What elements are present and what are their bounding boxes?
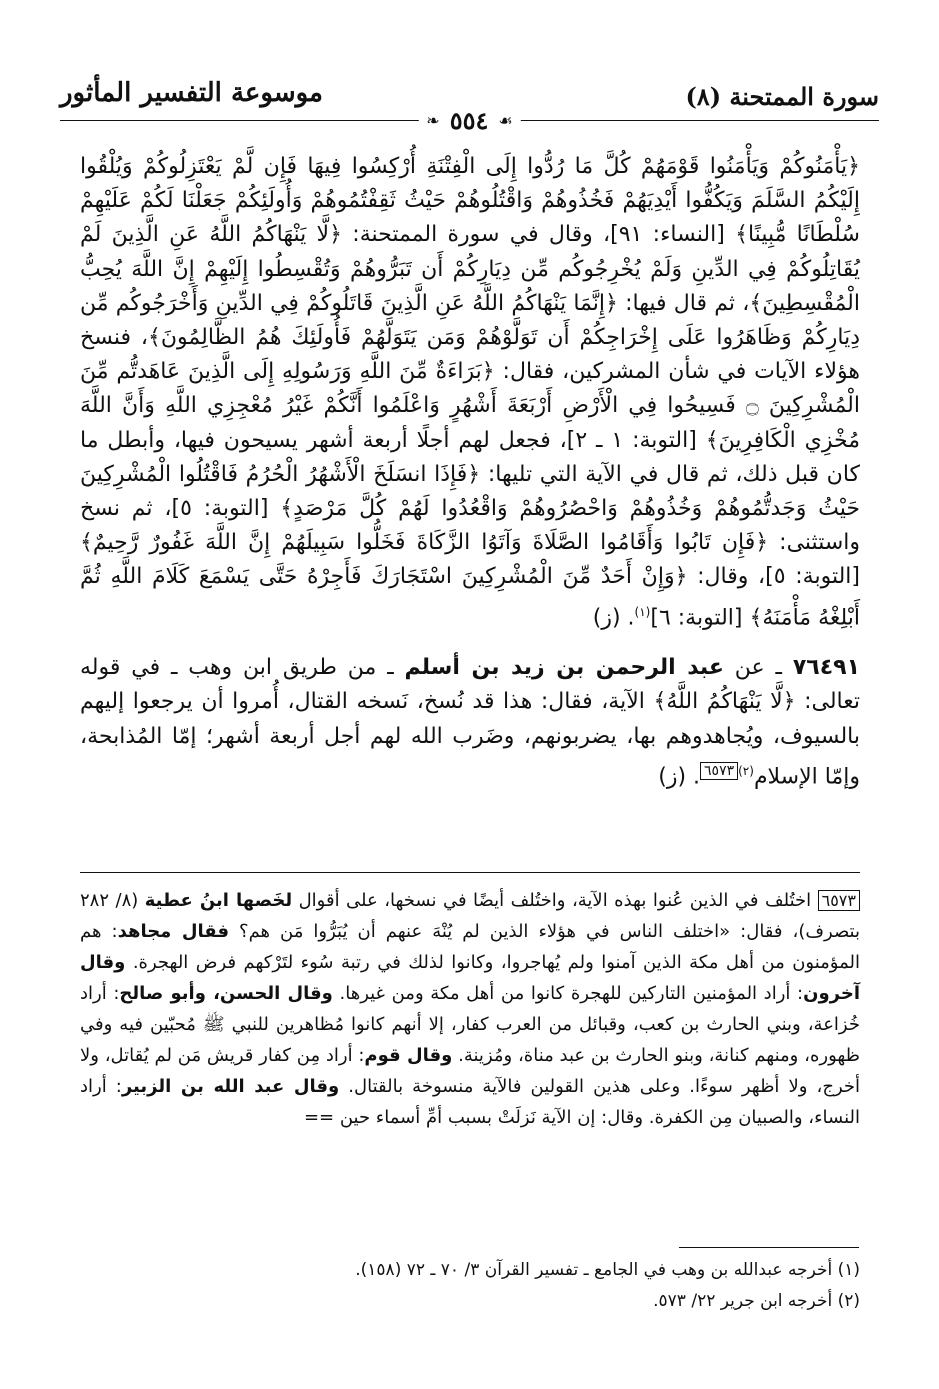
entry-text-a: ـ عن (723, 655, 793, 681)
paragraph-1-tail: . (ز) (592, 604, 635, 630)
footnote-ref-2: (٢) (738, 763, 754, 778)
entry-number: ٧٦٤٩١ (792, 655, 860, 681)
commentary-text-7: : أراد النساء، والصبيان مِن الكفرة. وقال: إن الآية نَزلَتْ بسبب أمِّ أسماء حين == (80, 1076, 860, 1128)
commentary-text-1: اختُلف في الذين عُنوا بهذه الآية، واختُلف أيضًا في نسخها، على أقوال (292, 890, 818, 911)
footnote-ref-1: (١) (634, 604, 651, 619)
paragraph-1 (80, 150, 860, 635)
ornament-left-icon: ❧ (426, 111, 440, 130)
commentary-paragraph (80, 885, 860, 1133)
footnotes (80, 1255, 860, 1317)
surah-label: سورة الممتحنة (٨) (685, 82, 879, 111)
commentary-bold-1: لخَصها ابنُ عطية (144, 890, 293, 911)
page-number: ٥٥٤ (449, 106, 489, 135)
page-header (60, 70, 879, 140)
commentary-text-4: : أراد المؤمنين التاركين للهجرة كانوا من أهل مكة ومن غيرها. (332, 983, 804, 1004)
commentary-bold-2: فقال مجاهد (117, 921, 229, 942)
page-number-block (418, 106, 520, 135)
footnote-divider (679, 1247, 859, 1248)
entry-name: عبد الرحمن بن زيد بن أسلم (404, 655, 724, 681)
footnote-1: (١) أخرجه عبدالله بن وهب في الجامع ـ تفسير القرآن ٣/ ٧٠ ـ ٧٢ (١٥٨). (355, 1260, 860, 1280)
entry-tail: . (ز) (658, 764, 701, 790)
commentary-text-6: : أراد مِن كفار قريش مَن لم يُقاتل، ولا أخرج، ولا أظهر سوءًا. وعلى هذين القولين فالآية منسوخة بالقتال. (80, 1045, 860, 1097)
paragraph-1-text: ﴿يَأْمَنُوكُمْ وَيَأْمَنُوا قَوْمَهُمْ كُلَّ مَا رُدُّوا إِلَى الْفِتْنَةِ أُرْكِسُوا فِيهَا فَإِن لَّمْ يَعْتَزِلُوكُمْ وَيُلْقُوا إِلَيْكُمُ السَّلَمَ وَيَكُفُّوا أَيْدِيَهُمْ فَخُذُوهُمْ وَاقْتُلُوهُمْ حَيْثُ ثَقِفْتُمُوهُمْ وَأُولَئِكُمْ جَعَلْنَا لَكُمْ عَلَيْهِمْ سُلْطَانًا مُّبِينًا﴾ [النساء: ٩١]، وقال في سورة الممتحنة: ﴿لَّا يَنْهَاكُمُ اللَّهُ عَنِ الَّذِينَ لَمْ يُقَاتِلُوكُمْ فِي الدِّينِ وَلَمْ يُخْرِجُوكُم مِّن دِيَارِكُمْ أَن تَبَرُّوهُمْ وَتُقْسِطُوا إِلَيْهِمْ إِنَّ اللَّهَ يُحِبُّ الْمُقْسِطِينَ﴾، ثم قال فيها: ﴿إِنَّمَا يَنْهَاكُمُ اللَّهُ عَنِ الَّذِينَ قَاتَلُوكُمْ فِي الدِّينِ وَأَخْرَجُوكُم مِّن دِيَارِكُمْ وَظَاهَرُوا عَلَى إِخْرَاجِكُمْ أَن تَوَلَّوْهُمْ وَمَن يَتَوَلَّهُمْ فَأُولَئِكَ هُمُ الظَّالِمُونَ﴾، فنسخ هؤلاء الآيات في شأن المشركين، فقال: ﴿بَرَاءَةٌ مِّنَ اللَّهِ وَرَسُولِهِ إِلَى الَّذِينَ عَاهَدتُّم مِّنَ الْمُشْرِكِينَ ۝ فَسِيحُوا فِي الْأَرْضِ أَرْبَعَةَ أَشْهُرٍ وَاعْلَمُوا أَنَّكُمْ غَيْرُ مُعْجِزِي اللَّهِ وَأَنَّ اللَّهَ مُخْزِي الْكَافِرِينَ﴾ [التوبة: ١ ـ ٢]، فجعل لهم أجلًا أربعة أشهر يسيحون فيها، وأبطل ما كان قبل ذلك، ثم قال في الآية التي تليها: ﴿فَإِذَا انسَلَخَ الْأَشْهُرُ الْحُرُمُ فَاقْتُلُوا الْمُشْرِكِينَ حَيْثُ وَجَدتُّمُوهُمْ وَخُذُوهُمْ وَاحْصُرُوهُمْ وَاقْعُدُوا لَهُمْ كُلَّ مَرْصَدٍ﴾ [التوبة: ٥]، ثم نسخ واستثنى: ﴿فَإِن تَابُوا وَأَقَامُوا الصَّلَاةَ وَآتَوُا الزَّكَاةَ فَخَلُّوا سَبِيلَهُمْ إِنَّ اللَّهَ غَفُورٌ رَّحِيمٌ﴾ [التوبة: ٥]، وقال: ﴿وَإِنْ أَحَدٌ مِّنَ الْمُشْرِكِينَ اسْتَجَارَكَ فَأَجِرْهُ حَتَّى يَسْمَعَ كَلَامَ اللَّهِ ثُمَّ أَبْلِغْهُ مَأْمَنَهُ﴾ [التوبة: ٦] (80, 154, 860, 630)
commentary-bold-5: وقال قوم (364, 1045, 453, 1066)
main-text (80, 150, 860, 794)
hadith-entry (80, 651, 860, 794)
book-title: موسوعة التفسير المأثور (60, 78, 323, 108)
commentary-bold-3: وقال آخرون (80, 952, 860, 1004)
commentary-divider (80, 872, 860, 873)
entry-text-b: ـ من طريق ابن وهب ـ في قوله تعالى: ﴿لَّا يَنْهَاكُمُ اللَّهُ﴾ الآية، فقال: هذا قد نُسخ، نَسخه القتال، أُمروا أن يرجعوا إليهم بالسيوف، ويُجاهدوهم بها، يضربونهم، وضَرب الله لهم أجل أربعة أشهر؛ إمّا المُذابحة، وإمّا الإسلام (80, 655, 860, 790)
commentary-bold-6: وقال عبد الله بن الزبير (121, 1076, 340, 1097)
footnote-2: (٢) أخرجه ابن جرير ٢٢/ ٥٧٣. (653, 1291, 860, 1311)
commentary-note (80, 885, 860, 1133)
commentary-note-number: ٦٥٧٣ (818, 890, 860, 911)
commentary-bold-4: وقال الحسن، وأبو صالح (119, 983, 333, 1004)
commentary-text-3: : هم المؤمنون من أهل مكة الذين آمنوا ولم يُهاجروا، وكانوا لذلك في رتبة سُوء لتَرْكهم فرض الهجرة. (80, 921, 860, 973)
entry-note-ref: ٦٥٧٣ (700, 762, 738, 780)
commentary-text-5: : أراد خُزاعة، وبني الحارث بن كعب، وقبائل من العرب كفار، إلا أنهم كانوا مُظاهرين للنبي ﷺ مُحبّين فيه وفي ظهوره، ومنهم كنانة، وبنو الحارث بن عبد مناة، ومُزينة. (80, 983, 860, 1066)
commentary-text-2: (٨/ ٢٨٢ بتصرف)، فقال: «اختلف الناس في هؤلاء الذين لم يُنْهَ عنهم أن يُبَرُّوا مَن هم؟ (80, 890, 860, 942)
ornament-right-icon: ☙ (498, 111, 513, 130)
